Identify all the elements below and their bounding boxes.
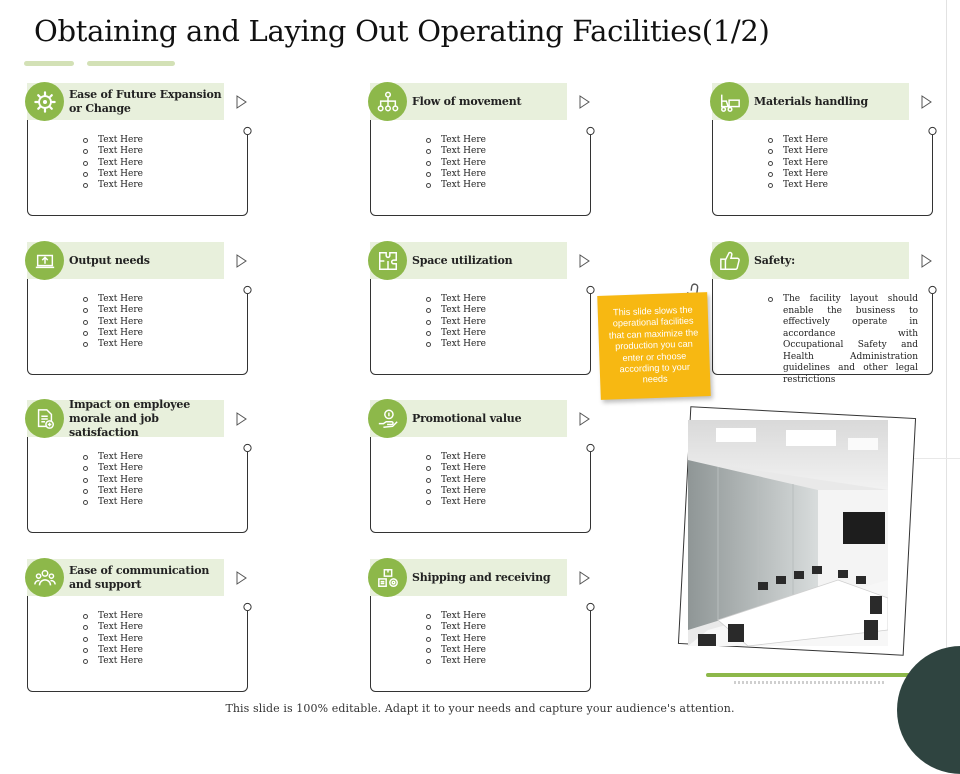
hand-coin-icon (377, 408, 399, 430)
card-title: Flow of movement (412, 94, 522, 108)
chevron-right-icon (579, 412, 590, 426)
chevron-right-icon (236, 95, 247, 109)
card-materials-handling (712, 83, 952, 217)
card-icon-badge (368, 82, 407, 121)
chevron-right-icon (236, 571, 247, 585)
card-title: Shipping and receiving (412, 570, 551, 584)
chevron-right-icon (921, 254, 932, 268)
card-title: Impact on employee morale and job satisfaction (69, 397, 191, 439)
card-body-list (426, 294, 486, 350)
list-item: Text Here (83, 475, 143, 486)
list-item: Text Here (426, 452, 486, 463)
list-item: Text Here (426, 486, 486, 497)
list-item: Text Here (83, 339, 143, 350)
card-safety (712, 242, 952, 385)
card-title: Ease of communication and support (69, 563, 210, 591)
list-item: Text Here (768, 135, 828, 146)
chevron-right-icon (236, 412, 247, 426)
list-item: Text Here (83, 645, 143, 656)
list-item: Text Here (83, 634, 143, 645)
chevron-right-icon (579, 95, 590, 109)
list-item: Text Here (426, 645, 486, 656)
card-icon-badge (710, 82, 749, 121)
card-icon-badge (25, 558, 64, 597)
shipping-icon (377, 567, 399, 589)
document-plus-icon (34, 408, 56, 430)
list-item: Text Here (426, 180, 486, 191)
card-icon-badge (368, 558, 407, 597)
list-item: Text Here (426, 305, 486, 316)
list-item: Text Here (426, 169, 486, 180)
card-future-expansion (27, 83, 267, 217)
list-item: Text Here (83, 305, 143, 316)
list-item: Text Here (83, 317, 143, 328)
photo-container (684, 412, 910, 656)
card-communication-support (27, 559, 267, 693)
list-item: Text Here (83, 146, 143, 157)
title-underline-left (24, 61, 74, 66)
list-item: Text Here (83, 328, 143, 339)
hierarchy-icon (377, 91, 399, 113)
footer-note: This slide is 100% editable. Adapt it to your needs and capture your audience's attention. (225, 702, 735, 715)
card-body-list (426, 611, 486, 667)
list-item: Text Here (426, 475, 486, 486)
chevron-right-icon (236, 254, 247, 268)
list-item: Text Here (426, 611, 486, 622)
card-title: Safety: (754, 253, 795, 267)
card-icon-badge (710, 241, 749, 280)
card-title: Materials handling (754, 94, 868, 108)
chevron-right-icon (579, 571, 590, 585)
list-item: Text Here (426, 328, 486, 339)
list-item: Text Here (768, 180, 828, 191)
list-item: The facility layout should enable the business to effectively operate in accordance with Occupational Safety and Health Administration guidelines and other legal restrictions (768, 294, 918, 386)
card-title: Ease of Future Expansion or Change (69, 87, 222, 115)
list-item: Text Here (426, 622, 486, 633)
list-item: Text Here (426, 634, 486, 645)
card-promotional-value (370, 400, 610, 534)
puzzle-icon (377, 250, 399, 272)
card-space-utilization (370, 242, 610, 376)
card-body-list (83, 294, 143, 350)
list-item: Text Here (426, 158, 486, 169)
list-item: Text Here (83, 135, 143, 146)
title-underline-right (87, 61, 175, 66)
list-item: Text Here (426, 317, 486, 328)
conference-room-image (688, 420, 888, 646)
list-item: Text Here (83, 622, 143, 633)
list-item: Text Here (83, 180, 143, 191)
chevron-right-icon (579, 254, 590, 268)
card-output-needs (27, 242, 267, 376)
card-body-list (768, 135, 828, 191)
chevron-right-icon (921, 95, 932, 109)
list-item: Text Here (83, 294, 143, 305)
card-body-list (83, 135, 143, 191)
card-icon-badge (368, 399, 407, 438)
decorative-dashed-line (734, 681, 884, 684)
list-item: Text Here (426, 339, 486, 350)
sticky-note: This slide slows the operational facilities that can maximize the production you can enter or choose according to your needs (597, 292, 711, 400)
card-flow-of-movement (370, 83, 610, 217)
card-title: Output needs (69, 253, 150, 267)
decorative-rule (912, 458, 960, 459)
card-employee-morale (27, 397, 267, 534)
list-item: Text Here (426, 656, 486, 667)
list-item: Text Here (83, 158, 143, 169)
card-body-list (83, 611, 143, 667)
card-icon-badge (25, 82, 64, 121)
list-item: Text Here (426, 497, 486, 508)
forklift-icon (719, 91, 741, 113)
list-item: Text Here (83, 452, 143, 463)
card-body-list (426, 135, 486, 191)
slide-title: Obtaining and Laying Out Operating Facilities(1/2) (34, 14, 770, 48)
card-body-list (83, 452, 143, 508)
list-item: Text Here (768, 158, 828, 169)
list-item: Text Here (83, 169, 143, 180)
card-title: Promotional value (412, 411, 522, 425)
list-item: Text Here (83, 497, 143, 508)
card-icon-badge (368, 241, 407, 280)
list-item: Text Here (426, 146, 486, 157)
list-item: Text Here (768, 146, 828, 157)
list-item: Text Here (83, 463, 143, 474)
card-body-list (426, 452, 486, 508)
people-icon (34, 567, 56, 589)
gear-icon (34, 91, 56, 113)
list-item: Text Here (83, 486, 143, 497)
list-item: Text Here (768, 169, 828, 180)
decorative-green-line (706, 673, 910, 677)
thumbs-up-icon (719, 250, 741, 272)
list-item: Text Here (83, 656, 143, 667)
card-icon-badge (25, 399, 64, 438)
card-icon-badge (25, 241, 64, 280)
list-item: Text Here (426, 294, 486, 305)
card-title: Space utilization (412, 253, 513, 267)
list-item: Text Here (426, 463, 486, 474)
card-shipping-receiving (370, 559, 610, 693)
list-item: Text Here (426, 135, 486, 146)
card-body-list (768, 294, 918, 386)
list-item: Text Here (83, 611, 143, 622)
laptop-upload-icon (34, 250, 56, 272)
